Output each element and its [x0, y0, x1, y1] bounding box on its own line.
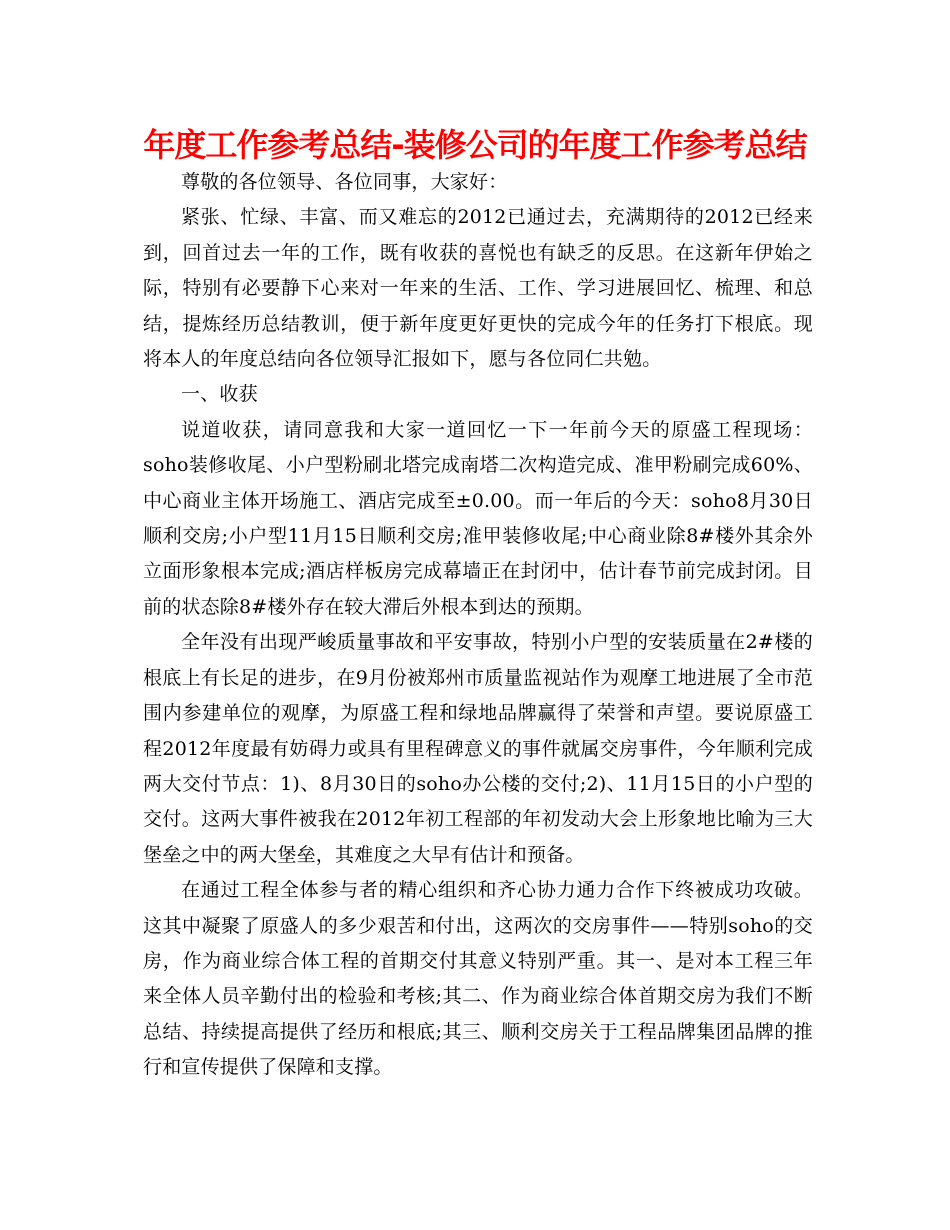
paragraph-quality-safety: 全年没有出现严峻质量事故和平安事故，特别小户型的安装质量在2#楼的根底上有长足的进步，在9月份被郑州市质量监视站作为观摩工地进展了全市范围内参建单位的观摩，为原盛工程和绿地品牌赢得了荣誉和声望。要说原盛工程2012年度最有妨碍力或具有里程碑意义的事件就属交房事件，今年顺利完成两大交付节点：1)、8月30日的soho办公楼的交付;2)、11月15日的小户型的交付。这两大事件被我在2012年初工程部的年初发动大会上形象地比喻为三大堡垒之中的两大堡垒，其难度之大早有估计和预备。 — [143, 631, 813, 866]
section-heading-harvest: 一、收获 — [181, 383, 258, 406]
paragraph-harvest-progress: 说道收获，请同意我和大家一道回忆一下一年前今天的原盛工程现场：soho装修收尾、小户型粉刷北塔完成南塔二次构造完成、准甲粉刷完成60%、中心商业主体开场施工、酒店完成至±0.00。而一年后的今天：soho8月30日顺利交房;小户型11月15日顺利交房;准甲装修收尾;中心商业除8#楼外其余外立面形象根本完成;酒店样板房完成幕墙正在封闭中，估计春节前完成封闭。目前的状态除8#楼外存在较大滞后外根本到达的预期。 — [143, 418, 813, 618]
paragraph-handover-significance: 在通过工程全体参与者的精心组织和齐心协力通力合作下终被成功攻破。这其中凝聚了原盛人的多少艰苦和付出，这两次的交房事件——特别soho的交房，作为商业综合体工程的首期交付其意义特别严重。其一、是对本工程三年来全体人员辛勤付出的检验和考核;其二、作为商业综合体首期交房为我们不断总结、持续提高提供了经历和根底;其三、顺利交房关于工程品牌集团品牌的推行和宣传提供了保障和支撑。 — [143, 879, 813, 1079]
paragraph-greeting: 尊敬的各位领导、各位同事，大家好： — [181, 171, 508, 193]
document-title: 年度工作参考总结-装修公司的年度工作参考总结 — [143, 126, 807, 164]
paragraph-intro: 紧张、忙绿、丰富、而又难忘的2012已通过去，充满期待的2012已经来到，回首过去一年的工作，既有收获的喜悦也有缺乏的反思。在这新年伊始之际，特别有必要静下心来对一年来的生活、工作、学习进展回忆、梳理、和总结，提炼经历总结教训，便于新年度更好更快的完成今年的任务打下根底。现将本人的年度总结向各位领导汇报如下，愿与各位同仁共勉。 — [143, 206, 813, 371]
document-body — [143, 165, 813, 1086]
